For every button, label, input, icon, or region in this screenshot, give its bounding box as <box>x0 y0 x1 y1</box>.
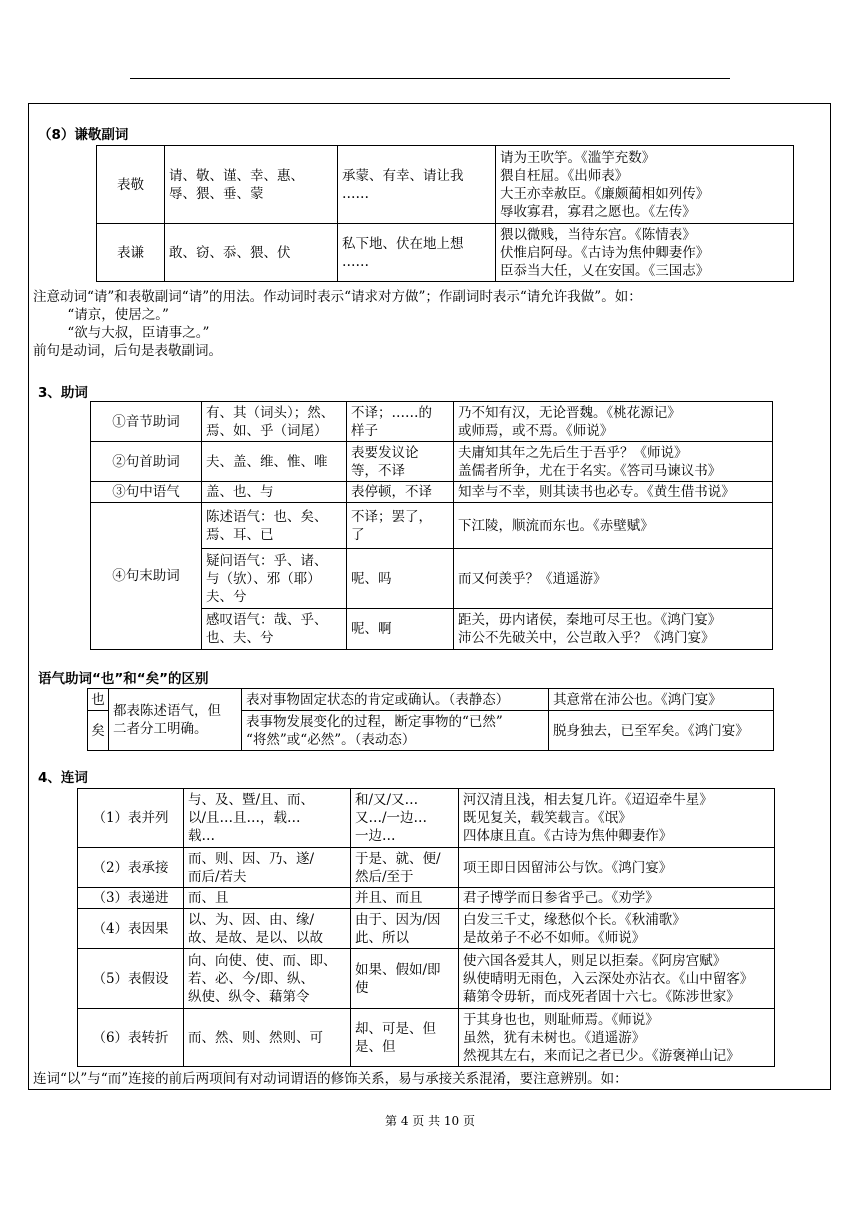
words-cell <box>202 442 347 482</box>
meaning-line: …… <box>342 253 369 270</box>
meaning-cell <box>338 224 496 282</box>
char-cell: 矣 <box>88 711 109 751</box>
meaning-line: 样子 <box>351 422 378 439</box>
meaning-line: 表停顿，不译 <box>351 484 432 500</box>
meaning-cell <box>338 146 496 224</box>
table-row <box>78 848 775 888</box>
type-cell: （1）表并列 <box>78 789 184 848</box>
words-line: 向、向使、使、而、即、 <box>188 952 337 969</box>
table-row <box>78 789 775 848</box>
type-cell: ③句中语气 <box>91 482 202 503</box>
words-cell <box>184 848 351 888</box>
words-line: 陈述语气：也、矣、 <box>206 508 328 525</box>
meaning-line: 承蒙、有幸、请让我 <box>342 167 464 184</box>
meaning-cell <box>347 549 454 609</box>
example-line: 猥自枉屈。《出师表》 <box>500 167 629 184</box>
example-line: 虽然，犹有未树也。《逍遥游》 <box>463 1029 646 1046</box>
table-row <box>91 503 773 549</box>
note-line: “请京，使居之。” <box>33 307 169 323</box>
table-row <box>78 888 775 909</box>
example-line: 项王即日因留沛公与饮。《鸿门宴》 <box>463 859 673 876</box>
words-line: 敢、窃、忝、猥、伏 <box>169 244 291 261</box>
meaning-line: 一边… <box>355 828 396 844</box>
words-line: 夫、盖、维、惟、唯 <box>206 453 328 470</box>
ye-yi-title: 语气助词“也”和“矣”的区别 <box>38 671 209 687</box>
example-line: 是故弟子不必不如师。《师说》 <box>463 929 646 946</box>
desc-cell <box>242 689 549 711</box>
words-line: 而、则、因、乃、遂/ <box>188 850 315 867</box>
type-cell: （3）表递进 <box>78 888 184 909</box>
note-line: “欲与大叔，臣请事之。” <box>33 325 210 341</box>
page-footer: 第 4 页 共 10 页 <box>385 1114 475 1128</box>
meaning-line: 又…/一边… <box>355 810 428 826</box>
common-line: 二者分工明确。 <box>113 720 208 737</box>
example-line: 知幸与不幸，则其读书也必专。《黄生借书说》 <box>458 484 735 500</box>
example-line: 藉第令毋斩，而戍死者固十六七。《陈涉世家》 <box>463 988 740 1005</box>
table-row <box>78 909 775 949</box>
example-line: 而又何羡乎？《逍遥游》 <box>458 570 607 587</box>
words-line: 而、且 <box>188 890 229 906</box>
table-row <box>78 1009 775 1067</box>
meaning-cell <box>347 482 454 503</box>
meaning-cell <box>351 1009 459 1067</box>
example-cell <box>459 789 775 848</box>
meaning-line: 了 <box>351 526 365 543</box>
example-line: 辱收寡君，寡君之愿也。《左传》 <box>500 203 696 220</box>
meaning-cell <box>351 789 459 848</box>
meaning-line: 然后/至于 <box>355 868 414 885</box>
type-cell: ④句末助词 <box>91 503 202 650</box>
desc-line: “将然”或“必然”。（表动态） <box>246 731 416 748</box>
example-cell <box>454 402 773 442</box>
table-row <box>97 224 794 282</box>
example-cell <box>454 503 773 549</box>
words-line: 疑问语气：乎、诸、 <box>206 552 328 569</box>
header-rule <box>130 78 730 79</box>
meaning-line: 由于、因为/因 <box>355 911 441 928</box>
char-cell: 也 <box>88 689 109 711</box>
type-cell: 表敬 <box>97 146 165 224</box>
example-line: 盖儒者所争，尤在于名实。《答司马谏议书》 <box>458 462 722 479</box>
words-cell <box>202 482 347 503</box>
example-line: 下江陵，顺流而东也。《赤壁赋》 <box>458 517 654 534</box>
meaning-line: 等，不译 <box>351 462 405 479</box>
example-line: 乃不知有汉，无论晋魏。《桃花源记》 <box>458 404 681 421</box>
note-line: 注意动词“请”和表敬副词“请”的用法。作动词时表示“请求对方做”；作副词时表示“请允许我做”。如： <box>33 289 642 305</box>
words-line: 以、为、因、由、缘/ <box>188 911 315 928</box>
common-cell <box>109 689 242 751</box>
meaning-line: 呢、啊 <box>351 621 392 637</box>
example-cell <box>454 482 773 503</box>
conjunction-table <box>77 788 775 1067</box>
words-line: 请、敬、谨、幸、惠、 <box>169 167 304 184</box>
section-8-notes <box>29 288 830 360</box>
example-line: 沛公不先破关中，公岂敢入乎？《鸿门宴》 <box>458 630 715 646</box>
words-cell <box>165 146 338 224</box>
meaning-line: 却、可是、但 <box>355 1020 436 1037</box>
type-cell: （5）表假设 <box>78 949 184 1009</box>
type-cell: （6）表转折 <box>78 1009 184 1067</box>
table-row <box>91 482 773 503</box>
words-cell <box>184 909 351 949</box>
meaning-line: 不译；……的 <box>351 404 432 421</box>
ye-yi-table <box>87 688 774 751</box>
meaning-cell <box>347 503 454 549</box>
meaning-line: 如果、假如/即 <box>355 961 441 978</box>
example-cell <box>459 1009 775 1067</box>
desc-line: 表事物发展变化的过程，断定事物的“已然” <box>246 713 503 730</box>
example-cell <box>454 609 773 650</box>
example-line: 夫庸知其年之先后生于吾乎？《师说》 <box>458 444 688 461</box>
table-row <box>91 402 773 442</box>
words-line: 以/且…且…，载… <box>188 810 301 826</box>
example-line: 既见复关，载笑载言。《氓》 <box>463 810 632 826</box>
meaning-cell <box>351 949 459 1009</box>
common-line: 都表陈述语气，但 <box>113 702 221 719</box>
words-line: 载… <box>188 828 215 844</box>
meaning-line: 于是、就、便/ <box>355 850 441 867</box>
section-8-title: （8）谦敬副词 <box>38 127 129 143</box>
example-line: 于其身也也，则耻师焉。《师说》 <box>463 1011 659 1028</box>
words-line: 纵使、纵令、藉第令 <box>188 988 310 1005</box>
words-line: 若、必、今/即、纵、 <box>188 970 315 987</box>
example-line: 使六国各爱其人，则足以拒秦。《阿房宫赋》 <box>463 952 727 969</box>
words-cell <box>184 1009 351 1067</box>
example-line: 大王亦幸赦臣。《廉颇蔺相如列传》 <box>500 185 710 202</box>
table-row <box>78 949 775 1009</box>
table-row <box>91 442 773 482</box>
words-cell <box>184 888 351 909</box>
example-cell: 脱身独去，已至军矣。《鸿门宴》 <box>549 711 774 751</box>
honorific-adverb-table <box>96 145 794 282</box>
words-line: 焉、如、乎（词尾） <box>206 422 328 439</box>
example-line: 白发三千丈，缘愁似个长。《秋浦歌》 <box>463 911 686 928</box>
example-cell <box>459 949 775 1009</box>
desc-line: 表对事物固定状态的肯定或确认。（表静态） <box>246 691 510 708</box>
example-cell <box>459 888 775 909</box>
example-line: 或师焉，或不焉。《师说》 <box>458 422 614 439</box>
meaning-cell <box>351 909 459 949</box>
example-line: 臣忝当大任，乂在安国。《三国志》 <box>500 262 710 279</box>
words-line: 故、是故、是以、以故 <box>188 929 323 946</box>
example-cell <box>459 909 775 949</box>
note-line: 前句是动词，后句是表敬副词。 <box>33 343 222 359</box>
words-line: 夫、兮 <box>206 588 247 605</box>
content-frame <box>28 103 831 1090</box>
type-cell: ①音节助词 <box>91 402 202 442</box>
example-cell <box>496 224 794 282</box>
words-cell <box>184 789 351 848</box>
words-cell <box>184 949 351 1009</box>
section-3-title: 3、助词 <box>38 385 88 401</box>
example-cell <box>459 848 775 888</box>
type-cell: 表谦 <box>97 224 165 282</box>
example-line: 距关，毋内诸侯，秦地可尽王也。《鸿门宴》 <box>458 612 722 628</box>
section-4-title: 4、连词 <box>38 770 88 786</box>
example-line: 纵使晴明无雨色，入云深处亦沾衣。《山中留客》 <box>463 970 754 987</box>
words-line: 也、夫、兮 <box>206 630 274 646</box>
words-line: 盖、也、与 <box>206 484 274 500</box>
example-line: 河汉清且浅，相去复几许。《迢迢牵牛星》 <box>463 792 713 808</box>
meaning-line: 使 <box>355 979 369 996</box>
example-cell: 其意常在沛公也。《鸿门宴》 <box>549 689 774 711</box>
words-line: 与、及、暨/且、而、 <box>188 792 315 808</box>
section-4-note: 连词“以”与“而”连接的前后两项间有对动词谓语的修饰关系，易与承接关系混淆，要注意辨别。如： <box>33 1071 628 1087</box>
meaning-line: 呢、吗 <box>351 570 392 587</box>
words-line: 有、其（词头）；然、 <box>206 404 335 421</box>
meaning-line: 不译；罢了， <box>351 508 432 525</box>
type-cell: ②句首助词 <box>91 442 202 482</box>
words-cell <box>202 402 347 442</box>
meaning-line: 表要发议论 <box>351 444 419 461</box>
meaning-line: 和/又/又… <box>355 792 419 808</box>
table-row <box>88 689 774 711</box>
type-cell: （4）表因果 <box>78 909 184 949</box>
table-row <box>97 146 794 224</box>
example-line: 然视其左右，来而记之者已少。《游褒禅山记》 <box>463 1047 740 1064</box>
meaning-cell <box>347 609 454 650</box>
example-cell <box>496 146 794 224</box>
words-line: 焉、耳、已 <box>206 526 274 543</box>
type-cell: （2）表承接 <box>78 848 184 888</box>
meaning-line: 此、所以 <box>355 929 409 946</box>
meaning-line: 是、但 <box>355 1038 396 1055</box>
meaning-line: …… <box>342 185 369 202</box>
example-line: 四体康且直。《古诗为焦仲卿妻作》 <box>463 828 673 844</box>
meaning-cell <box>347 402 454 442</box>
words-line: 感叹语气：哉、乎、 <box>206 612 328 628</box>
meaning-line: 并且、而且 <box>355 890 423 906</box>
meaning-cell <box>347 442 454 482</box>
meaning-cell <box>351 888 459 909</box>
words-line: 而后/若夫 <box>188 868 247 885</box>
words-cell <box>165 224 338 282</box>
example-line: 请为王吹竽。《滥竽充数》 <box>500 149 656 166</box>
desc-cell <box>242 711 549 751</box>
example-line: 君子博学而日参省乎己。《劝学》 <box>463 890 659 906</box>
meaning-cell <box>351 848 459 888</box>
meaning-line: 私下地、伏在地上想 <box>342 235 464 252</box>
words-cell <box>202 549 347 609</box>
words-line: 辱、猥、垂、蒙 <box>169 185 264 202</box>
words-line: 而、然、则、然则、可 <box>188 1029 323 1046</box>
words-cell <box>202 609 347 650</box>
example-cell <box>454 442 773 482</box>
example-line: 猥以微贱，当待东宫。《陈情表》 <box>500 226 696 243</box>
words-line: 与（欤）、邪（耶） <box>206 570 321 587</box>
particle-table <box>90 401 773 650</box>
words-cell <box>202 503 347 549</box>
example-line: 伏惟启阿母。《古诗为焦仲卿妻作》 <box>500 244 710 261</box>
example-cell <box>454 549 773 609</box>
